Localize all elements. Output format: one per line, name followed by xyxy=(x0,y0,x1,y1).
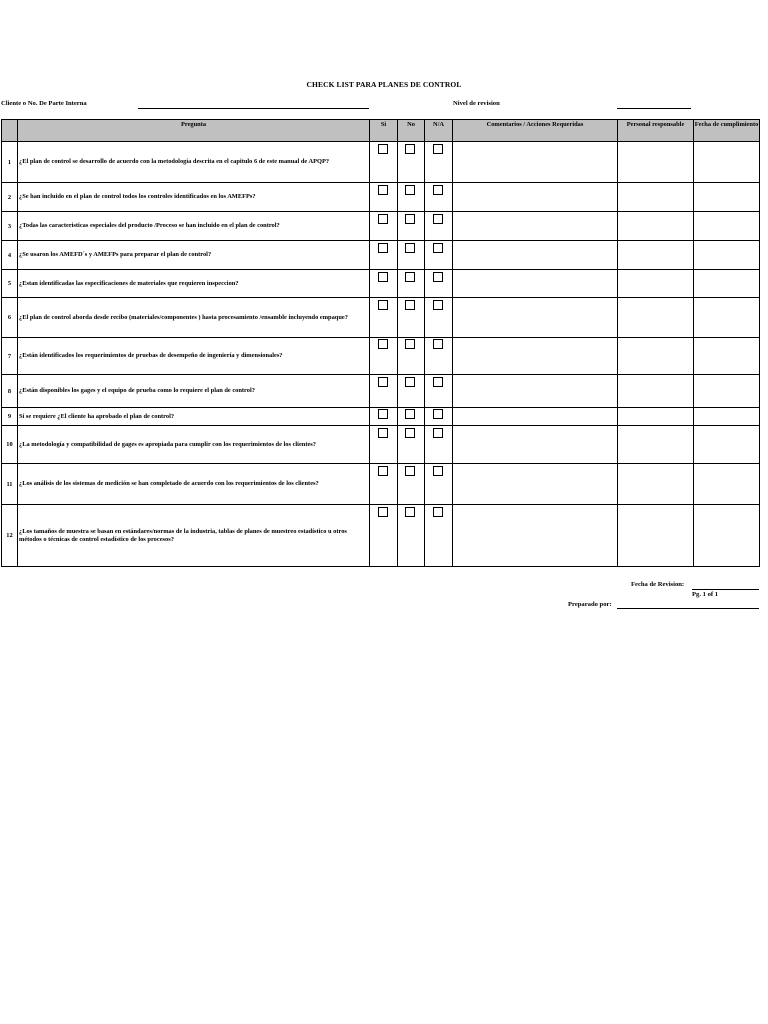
row-number: 11 xyxy=(2,464,18,505)
checkbox-no[interactable] xyxy=(405,409,415,419)
client-field[interactable] xyxy=(138,108,369,109)
cell-yes xyxy=(370,505,398,567)
row-question: ¿Los análisis de los sistemas de medición se han completado de acuerdo con los requerimientos de los clientes? xyxy=(18,464,370,505)
cell-due-date[interactable] xyxy=(694,505,760,567)
checkbox-yes[interactable] xyxy=(378,185,388,195)
row-question: ¿Estan identificadas las especificaciones de materiales que requieren inspeccion? xyxy=(18,270,370,298)
header-comments: Comentarios / Acciones Requeridas xyxy=(453,120,618,142)
cell-yes xyxy=(370,183,398,212)
cell-responsible[interactable] xyxy=(618,375,694,408)
cell-no xyxy=(398,270,425,298)
checkbox-no[interactable] xyxy=(405,300,415,310)
checkbox-no[interactable] xyxy=(405,428,415,438)
row-question: ¿El plan de control se desarrollo de acuerdo con la metodología descrita en el capitulo 6 de este manual de APQP? xyxy=(18,142,370,183)
checkbox-no[interactable] xyxy=(405,507,415,517)
row-number: 7 xyxy=(2,338,18,375)
checkbox-na[interactable] xyxy=(433,339,443,349)
row-number: 9 xyxy=(2,408,18,426)
cell-responsible[interactable] xyxy=(618,270,694,298)
cell-yes xyxy=(370,408,398,426)
table-row xyxy=(2,464,760,505)
row-number: 10 xyxy=(2,426,18,464)
cell-no xyxy=(398,142,425,183)
table-row xyxy=(2,338,760,375)
revision-date-label: Fecha de Revision: xyxy=(631,581,685,588)
revision-field[interactable] xyxy=(617,108,691,109)
cell-due-date[interactable] xyxy=(694,426,760,464)
checkbox-na[interactable] xyxy=(433,243,443,253)
cell-comments[interactable] xyxy=(453,142,618,183)
cell-yes xyxy=(370,142,398,183)
row-question: ¿La metodología y compatibilidad de gages es apropiada para cumplir con los requerimientos de los clientes? xyxy=(18,426,370,464)
row-question: ¿Se usaron los AMEFD´s y AMEFPs para preparar el plan de control? xyxy=(18,241,370,270)
checklist-table xyxy=(1,119,760,567)
checkbox-no[interactable] xyxy=(405,214,415,224)
table-row xyxy=(2,505,760,567)
checkbox-yes[interactable] xyxy=(378,428,388,438)
checkbox-na[interactable] xyxy=(433,214,443,224)
header-yes: Si xyxy=(370,120,398,142)
prepared-by-field[interactable] xyxy=(617,608,759,609)
checkbox-yes[interactable] xyxy=(378,300,388,310)
checkbox-yes[interactable] xyxy=(378,214,388,224)
cell-comments[interactable] xyxy=(453,408,618,426)
cell-na xyxy=(425,426,453,464)
row-question: ¿Se han incluido en el plan de control todos los controles identificados en los AMEFPs? xyxy=(18,183,370,212)
row-number: 3 xyxy=(2,212,18,241)
cell-comments[interactable] xyxy=(453,183,618,212)
client-label: Cliente o No. De Parte Interna xyxy=(1,100,87,107)
row-number: 6 xyxy=(2,298,18,338)
revision-label: Nivel de revision xyxy=(453,100,500,107)
cell-no xyxy=(398,183,425,212)
cell-no xyxy=(398,241,425,270)
checkbox-yes[interactable] xyxy=(378,144,388,154)
row-question: ¿Están identificados los requerimientos de pruebas de desempeño de ingeniería y dimensionales? xyxy=(18,338,370,375)
checkbox-na[interactable] xyxy=(433,300,443,310)
cell-responsible[interactable] xyxy=(618,426,694,464)
cell-no xyxy=(398,426,425,464)
header-number xyxy=(2,120,18,142)
cell-yes xyxy=(370,426,398,464)
cell-no xyxy=(398,505,425,567)
cell-no xyxy=(398,408,425,426)
checkbox-yes[interactable] xyxy=(378,377,388,387)
checkbox-yes[interactable] xyxy=(378,507,388,517)
cell-comments[interactable] xyxy=(453,298,618,338)
checkbox-no[interactable] xyxy=(405,243,415,253)
cell-na xyxy=(425,464,453,505)
row-number: 4 xyxy=(2,241,18,270)
cell-due-date[interactable] xyxy=(694,142,760,183)
prepared-by-label: Preparado por: xyxy=(568,601,612,608)
checkbox-no[interactable] xyxy=(405,272,415,282)
cell-na xyxy=(425,183,453,212)
cell-comments[interactable] xyxy=(453,338,618,375)
checkbox-na[interactable] xyxy=(433,428,443,438)
checkbox-na[interactable] xyxy=(433,377,443,387)
cell-responsible[interactable] xyxy=(618,212,694,241)
cell-na xyxy=(425,375,453,408)
cell-na xyxy=(425,142,453,183)
row-question: ¿Los tamaños de muestra se basan en estándares/normas de la industria, tablas de planes de muestreo estadístico u otros métodos o técnicas de control estadístico de los procesos? xyxy=(18,505,370,567)
page-number: Pg. 1 of 1 xyxy=(692,591,719,598)
cell-responsible[interactable] xyxy=(618,183,694,212)
cell-na xyxy=(425,270,453,298)
cell-yes xyxy=(370,270,398,298)
checkbox-yes[interactable] xyxy=(378,409,388,419)
checkbox-yes[interactable] xyxy=(378,272,388,282)
cell-due-date[interactable] xyxy=(694,183,760,212)
row-number: 8 xyxy=(2,375,18,408)
cell-responsible[interactable] xyxy=(618,241,694,270)
cell-no xyxy=(398,375,425,408)
table-row xyxy=(2,270,760,298)
checkbox-no[interactable] xyxy=(405,144,415,154)
table-row xyxy=(2,408,760,426)
table-row xyxy=(2,212,760,241)
checkbox-na[interactable] xyxy=(433,144,443,154)
checkbox-no[interactable] xyxy=(405,466,415,476)
cell-no xyxy=(398,298,425,338)
cell-due-date[interactable] xyxy=(694,338,760,375)
header-row xyxy=(2,120,760,142)
cell-due-date[interactable] xyxy=(694,298,760,338)
cell-due-date[interactable] xyxy=(694,464,760,505)
cell-no xyxy=(398,464,425,505)
cell-na xyxy=(425,408,453,426)
row-number: 1 xyxy=(2,142,18,183)
row-number: 12 xyxy=(2,505,18,567)
document-title: CHECK LIST PARA PLANES DE CONTROL xyxy=(306,80,462,89)
checkbox-yes[interactable] xyxy=(378,243,388,253)
header-no: No xyxy=(398,120,425,142)
checkbox-na[interactable] xyxy=(433,185,443,195)
table-row xyxy=(2,375,760,408)
cell-due-date[interactable] xyxy=(694,241,760,270)
cell-yes xyxy=(370,298,398,338)
checkbox-yes[interactable] xyxy=(378,466,388,476)
cell-no xyxy=(398,212,425,241)
cell-responsible[interactable] xyxy=(618,338,694,375)
cell-due-date[interactable] xyxy=(694,375,760,408)
table-row xyxy=(2,241,760,270)
row-question: ¿Todas las caracteristicas especiales del producto /Proceso se han incluido en el plan de control? xyxy=(18,212,370,241)
cell-yes xyxy=(370,375,398,408)
header-na: N/A xyxy=(425,120,453,142)
row-question: ¿El plan de control aborda desde recibo (materiales/componentes ) hasta procesamiento /ensamble incluyendo empaque? xyxy=(18,298,370,338)
row-question: Si se requiere ¿El cliente ha aprobado el plan de control? xyxy=(18,408,370,426)
row-number: 5 xyxy=(2,270,18,298)
cell-comments[interactable] xyxy=(453,426,618,464)
checkbox-na[interactable] xyxy=(433,507,443,517)
cell-no xyxy=(398,338,425,375)
cell-due-date[interactable] xyxy=(694,212,760,241)
cell-comments[interactable] xyxy=(453,241,618,270)
row-question: ¿Están disponibles los gages y el equipo de prueba como lo requiere el plan de control? xyxy=(18,375,370,408)
cell-responsible[interactable] xyxy=(618,298,694,338)
cell-due-date[interactable] xyxy=(694,408,760,426)
table-row xyxy=(2,142,760,183)
cell-comments[interactable] xyxy=(453,212,618,241)
checkbox-na[interactable] xyxy=(433,272,443,282)
revision-date-field[interactable] xyxy=(692,589,759,590)
checkbox-no[interactable] xyxy=(405,185,415,195)
cell-na xyxy=(425,212,453,241)
cell-responsible[interactable] xyxy=(618,464,694,505)
cell-yes xyxy=(370,212,398,241)
cell-comments[interactable] xyxy=(453,464,618,505)
cell-due-date[interactable] xyxy=(694,270,760,298)
cell-yes xyxy=(370,338,398,375)
cell-comments[interactable] xyxy=(453,375,618,408)
header-responsible: Personal responsable xyxy=(618,120,694,142)
header-question: Pregunta xyxy=(18,120,370,142)
row-number: 2 xyxy=(2,183,18,212)
checkbox-no[interactable] xyxy=(405,377,415,387)
cell-na xyxy=(425,505,453,567)
cell-na xyxy=(425,241,453,270)
cell-yes xyxy=(370,464,398,505)
cell-responsible[interactable] xyxy=(618,142,694,183)
checkbox-no[interactable] xyxy=(405,339,415,349)
cell-responsible[interactable] xyxy=(618,408,694,426)
cell-comments[interactable] xyxy=(453,505,618,567)
cell-na xyxy=(425,298,453,338)
table-row xyxy=(2,426,760,464)
checkbox-yes[interactable] xyxy=(378,339,388,349)
cell-yes xyxy=(370,241,398,270)
header-due-date: Fecha de cumplimiento xyxy=(694,120,760,142)
checkbox-na[interactable] xyxy=(433,466,443,476)
cell-comments[interactable] xyxy=(453,270,618,298)
table-row xyxy=(2,298,760,338)
cell-responsible[interactable] xyxy=(618,505,694,567)
table-row xyxy=(2,183,760,212)
checkbox-na[interactable] xyxy=(433,409,443,419)
cell-na xyxy=(425,338,453,375)
